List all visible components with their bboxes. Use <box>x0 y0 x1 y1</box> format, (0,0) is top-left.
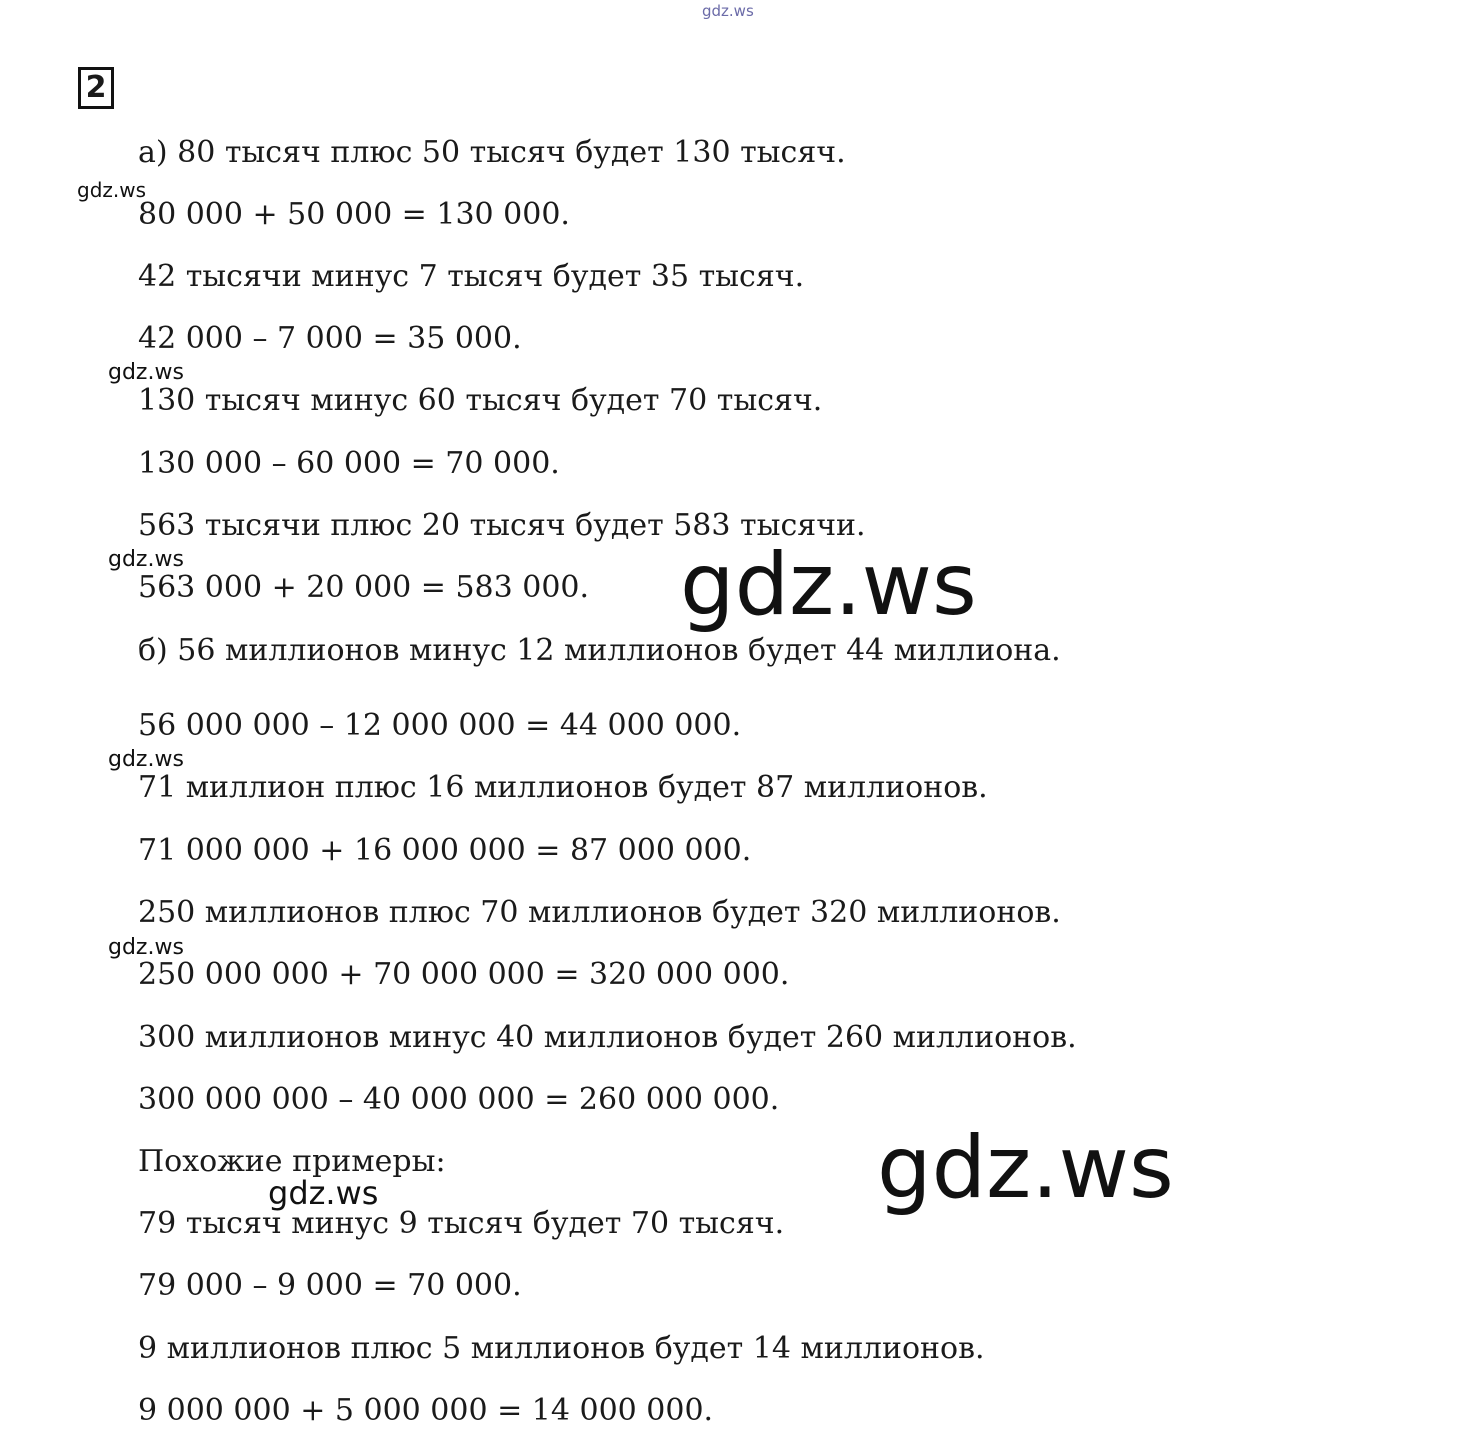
solution-line: 563 тысячи плюс 20 тысяч будет 583 тысячи. <box>138 508 866 543</box>
solution-line: 42 000 – 7 000 = 35 000. <box>138 321 522 356</box>
watermark-small: gdz.ws <box>108 935 184 960</box>
solution-line: 563 000 + 20 000 = 583 000. <box>138 570 590 605</box>
watermark-small: gdz.ws <box>77 178 147 202</box>
solution-line: 130 000 – 60 000 = 70 000. <box>138 446 560 481</box>
watermark-large: gdz.ws <box>877 1118 1174 1218</box>
solution-line: 9 миллионов плюс 5 миллионов будет 14 миллионов. <box>138 1331 985 1366</box>
solution-line: 42 тысячи минус 7 тысяч будет 35 тысяч. <box>138 259 805 294</box>
solution-line: 300 миллионов минус 40 миллионов будет 260 миллионов. <box>138 1020 1077 1055</box>
solution-line: 79 тысяч минус 9 тысяч будет 70 тысяч. <box>138 1206 785 1241</box>
solution-line: 71 000 000 + 16 000 000 = 87 000 000. <box>138 833 752 868</box>
solution-line: 80 000 + 50 000 = 130 000. <box>138 197 570 232</box>
solution-line: 56 000 000 – 12 000 000 = 44 000 000. <box>138 708 742 743</box>
watermark-small: gdz.ws <box>108 360 184 385</box>
watermark-medium: gdz.ws <box>268 1174 379 1212</box>
solution-line: а) 80 тысяч плюс 50 тысяч будет 130 тысяч. <box>138 135 846 170</box>
solution-line: 71 миллион плюс 16 миллионов будет 87 миллионов. <box>138 770 988 805</box>
watermark-small: gdz.ws <box>108 747 184 772</box>
solution-line: 300 000 000 – 40 000 000 = 260 000 000. <box>138 1082 780 1117</box>
solution-line: 250 000 000 + 70 000 000 = 320 000 000. <box>138 957 790 992</box>
solution-line: 130 тысяч минус 60 тысяч будет 70 тысяч. <box>138 383 823 418</box>
top-watermark: gdz.ws <box>702 2 754 20</box>
watermark-small: gdz.ws <box>108 547 184 572</box>
solution-line: 250 миллионов плюс 70 миллионов будет 320 миллионов. <box>138 895 1061 930</box>
solution-line: 9 000 000 + 5 000 000 = 14 000 000. <box>138 1393 714 1428</box>
section-heading: Похожие примеры: <box>138 1144 446 1179</box>
task-number-badge: 2 <box>78 67 114 109</box>
solution-line: 79 000 – 9 000 = 70 000. <box>138 1268 522 1303</box>
watermark-large: gdz.ws <box>680 535 977 635</box>
solution-line: б) 56 миллионов минус 12 миллионов будет 44 миллиона. <box>138 633 1061 668</box>
